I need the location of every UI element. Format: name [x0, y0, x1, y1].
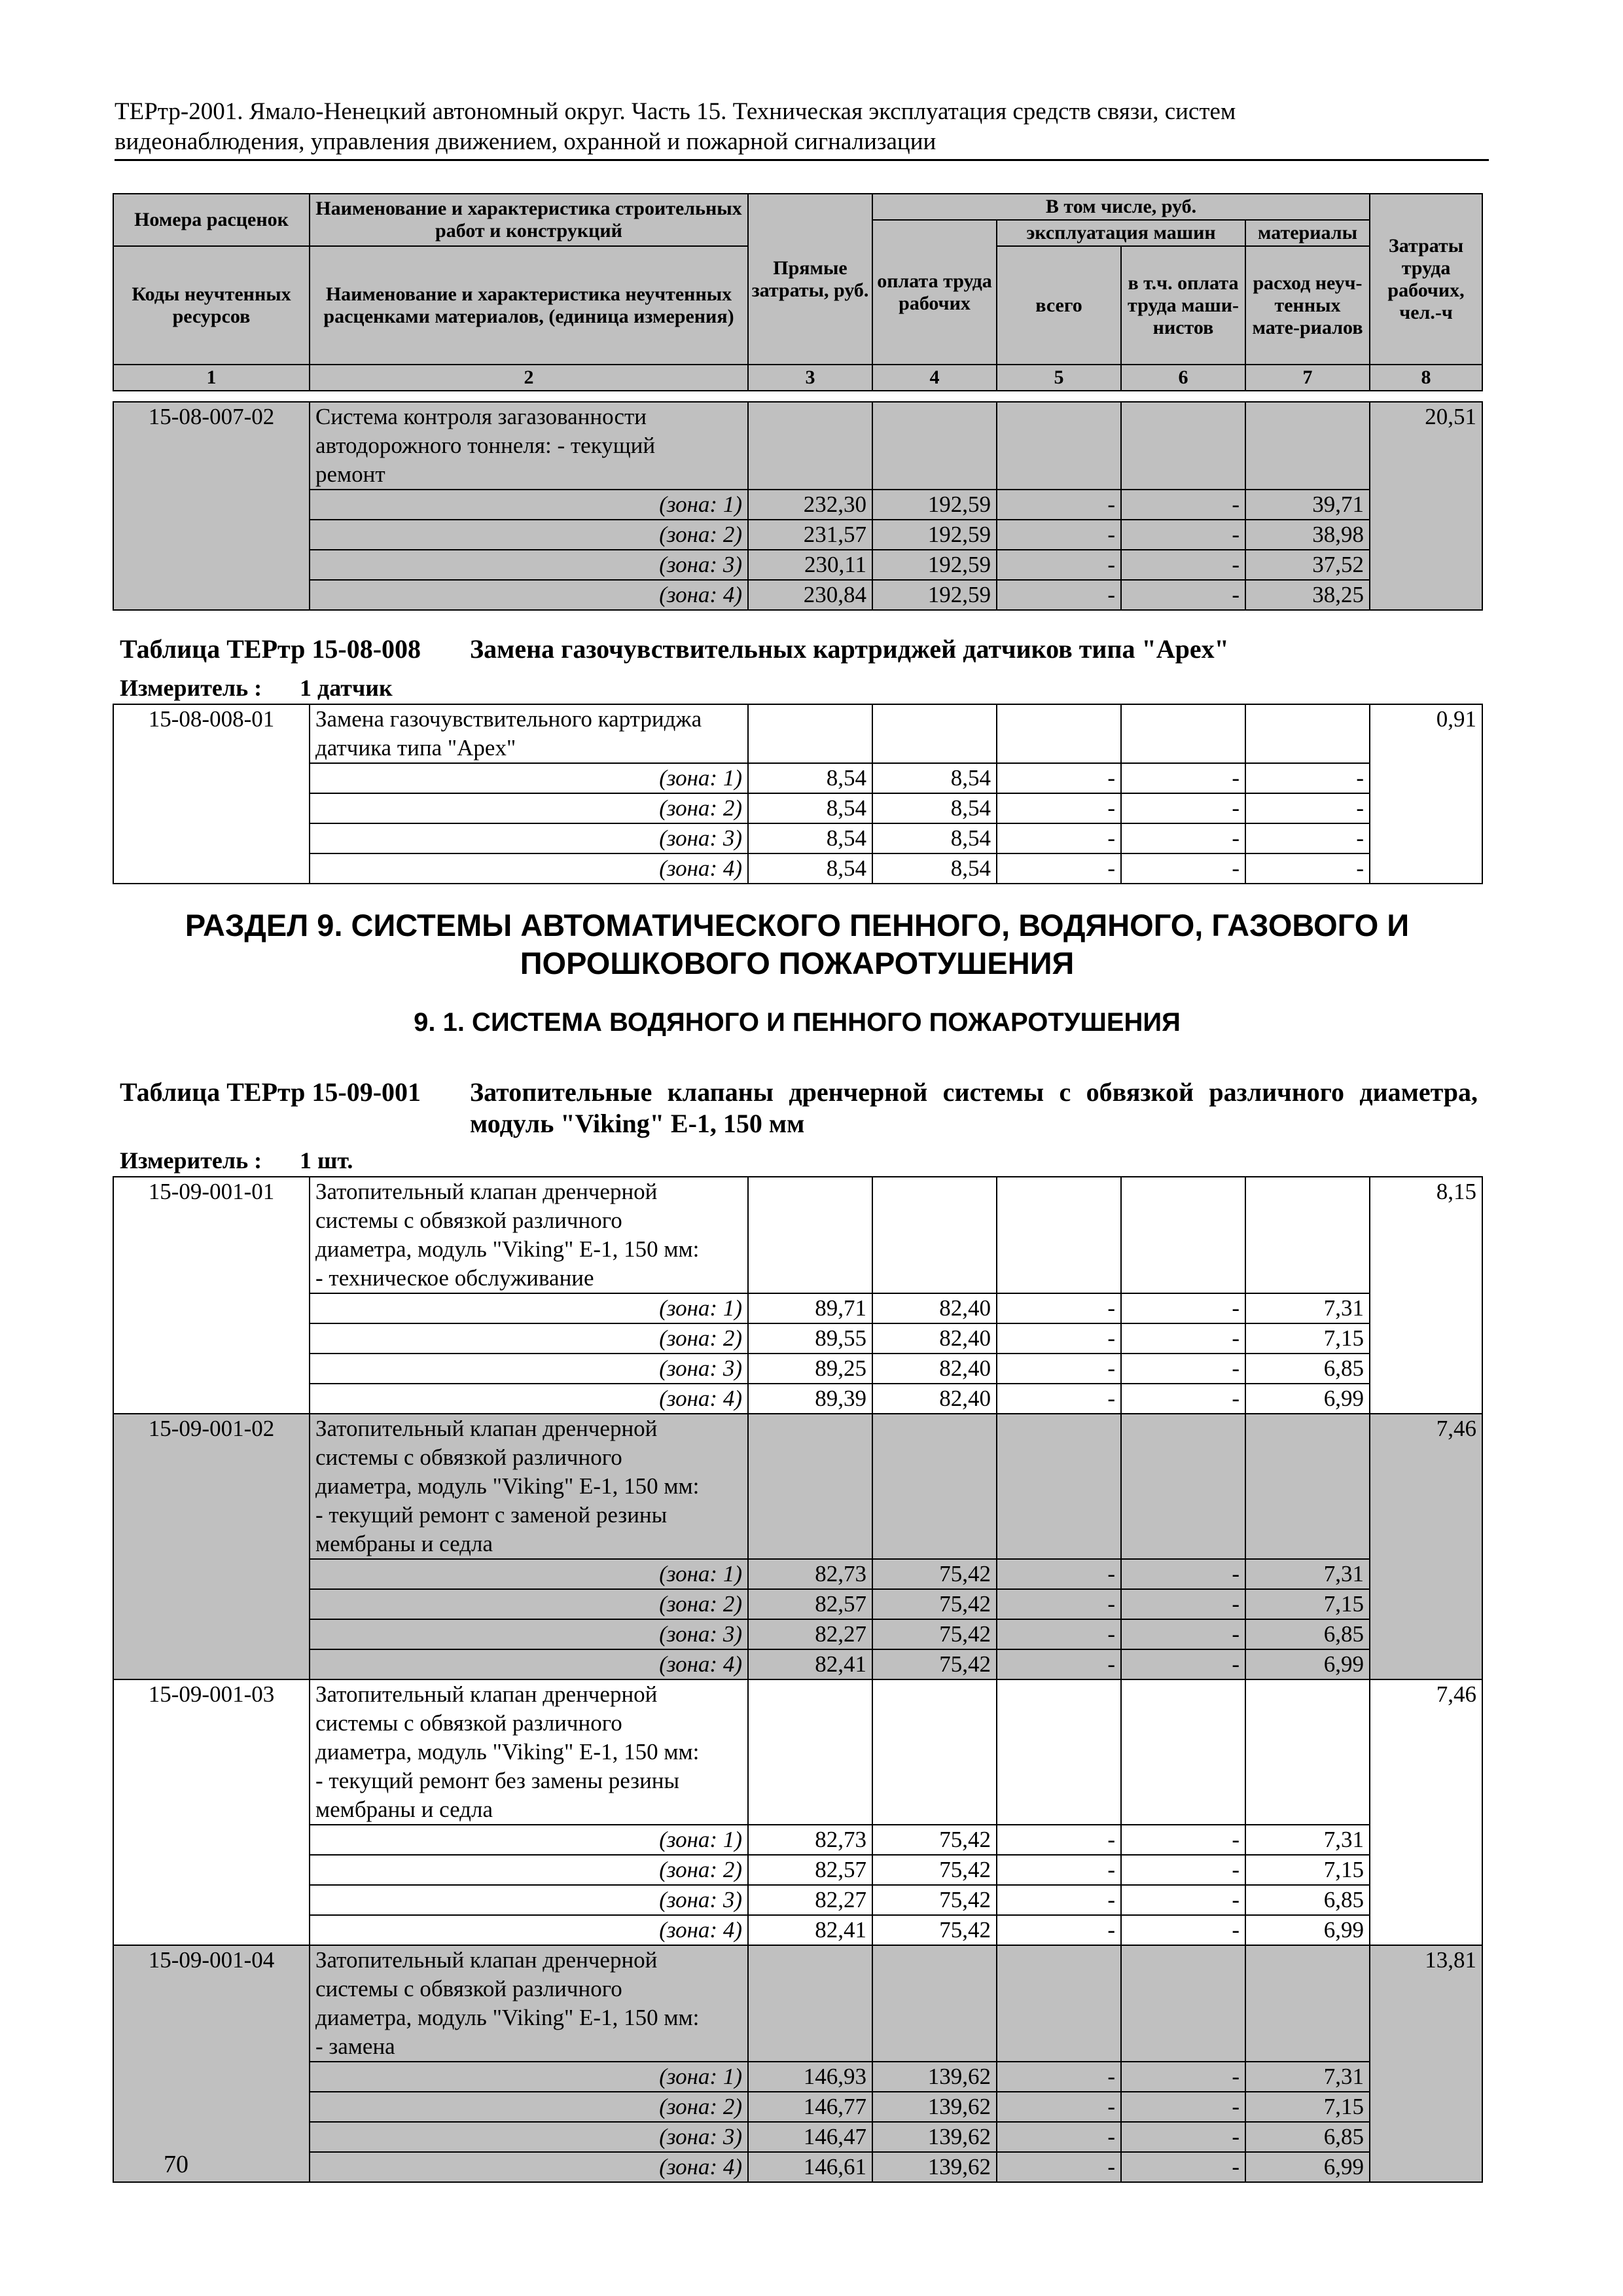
- zone-row: (зона: 3) 82,27 75,42 - - 6,85: [113, 1885, 1482, 1915]
- hdr-material-use: расход неуч-тенных мате-риалов: [1245, 246, 1370, 365]
- zone-row: (зона: 4) 89,39 82,40 - - 6,99: [113, 1384, 1482, 1414]
- hdr-materials: материалы: [1245, 220, 1370, 246]
- rate-block: [113, 704, 1482, 884]
- col-number: 7: [1245, 365, 1370, 391]
- header-rule: [115, 159, 1489, 161]
- labor-hours: 7,46: [1370, 1679, 1482, 1945]
- zone-row: (зона: 3) 230,11 192,59 - - 37,52: [113, 550, 1482, 580]
- zone-row: (зона: 2) 8,54 8,54 - - -: [113, 793, 1482, 823]
- rate-description: Затопительный клапан дренчерной системы с обвязкой различного диаметра, модуль "Viking" Е-1, 150 мм: - замена: [310, 1945, 748, 2062]
- measure-value: 1 датчик: [300, 675, 393, 701]
- rate-table-15-08-008: [113, 704, 1483, 884]
- zone-row: (зона: 4) 82,41 75,42 - - 6,99: [113, 1915, 1482, 1945]
- header-line-2: видеонаблюдения, управления движением, охранной и пожарной сигнализации: [115, 128, 936, 155]
- col-number: 3: [748, 365, 872, 391]
- header-line-1: ТЕРтр-2001. Ямало-Ненецкий автономный округ. Часть 15. Техническая эксплуатация средств связи, систем: [115, 98, 1236, 125]
- hdr-machines-total: всего: [997, 246, 1121, 365]
- hdr-including: В том числе, руб.: [872, 194, 1370, 220]
- rate-code: 15-09-001-03: [113, 1679, 310, 1945]
- measure-unit: [120, 674, 393, 702]
- labor-hours: 13,81: [1370, 1945, 1482, 2182]
- col-number: 6: [1121, 365, 1245, 391]
- col-number: 5: [997, 365, 1121, 391]
- col-number: 2: [310, 365, 748, 391]
- rate-description: Затопительный клапан дренчерной системы с обвязкой различного диаметра, модуль "Viking" Е-1, 150 мм: - техническое обслуживание: [310, 1177, 748, 1293]
- rate-block: [113, 1945, 1482, 2182]
- rate-description: Система контроля загазованности автодорожного тоннеля: - текущий ремонт: [310, 402, 748, 490]
- measure-label: Измеритель :: [120, 1147, 262, 1174]
- rate-code: 15-09-001-02: [113, 1414, 310, 1679]
- rate-block: [113, 1679, 1482, 1945]
- zone-row: (зона: 1) 89,71 82,40 - - 7,31: [113, 1293, 1482, 1323]
- rate-table-15-08-007: [113, 401, 1483, 611]
- page-number: 70: [164, 2151, 188, 2178]
- rate-description: Затопительный клапан дренчерной системы с обвязкой различного диаметра, модуль "Viking" Е-1, 150 мм: - текущий ремонт с заменой резины мембраны и седла: [310, 1414, 748, 1559]
- zone-row: (зона: 4) 146,61 139,62 - - 6,99: [113, 2152, 1482, 2182]
- zone-row: (зона: 1) 8,54 8,54 - - -: [113, 763, 1482, 793]
- labor-hours: 20,51: [1370, 402, 1482, 610]
- table-caption-15-08-008: [120, 634, 1481, 665]
- zone-row: (зона: 1) 146,93 139,62 - - 7,31: [113, 2062, 1482, 2092]
- rate-description: Затопительный клапан дренчерной системы с обвязкой различного диаметра, модуль "Viking" Е-1, 150 мм: - текущий ремонт без замены резины мембраны и седла: [310, 1679, 748, 1825]
- labor-hours: 7,46: [1370, 1414, 1482, 1679]
- hdr-work-name: Наименование и характеристика строительных работ и конструкций: [310, 194, 748, 246]
- table-caption-15-09-001: [120, 1077, 1481, 1139]
- hdr-worker-pay: оплата труда рабочих: [872, 220, 997, 365]
- zone-row: (зона: 4) 8,54 8,54 - - -: [113, 853, 1482, 884]
- zone-row: (зона: 4) 82,41 75,42 - - 6,99: [113, 1649, 1482, 1679]
- zone-row: (зона: 1) 82,73 75,42 - - 7,31: [113, 1825, 1482, 1855]
- zone-row: (зона: 1) 82,73 75,42 - - 7,31: [113, 1559, 1482, 1589]
- labor-hours: 0,91: [1370, 704, 1482, 884]
- col-number: 1: [113, 365, 310, 391]
- hdr-machine-operation: эксплуатация машин: [997, 220, 1245, 246]
- hdr-labor-hours: Затраты труда рабочих, чел.-ч: [1370, 194, 1482, 365]
- zone-row: (зона: 3) 82,27 75,42 - - 6,85: [113, 1619, 1482, 1649]
- zone-row: (зона: 2) 82,57 75,42 - - 7,15: [113, 1855, 1482, 1885]
- measure-unit: [120, 1147, 353, 1174]
- col-number: 8: [1370, 365, 1482, 391]
- rate-block: [113, 1414, 1482, 1679]
- rate-code: 15-09-001-01: [113, 1177, 310, 1414]
- table-number: Таблица ТЕРтр 15-08-008: [120, 634, 421, 664]
- measure-label: Измеритель :: [120, 675, 262, 701]
- zone-row: (зона: 3) 89,25 82,40 - - 6,85: [113, 1354, 1482, 1384]
- measure-value: 1 шт.: [300, 1147, 353, 1174]
- table-title: Замена газочувствительных картриджей датчиков типа "Apex": [470, 634, 1229, 664]
- rate-block: [113, 402, 1482, 610]
- zone-row: (зона: 2) 89,55 82,40 - - 7,15: [113, 1323, 1482, 1354]
- rate-block: [113, 1177, 1482, 1414]
- column-header-table: [113, 193, 1483, 391]
- rate-code: 15-08-008-01: [113, 704, 310, 884]
- hdr-resource-codes: Коды неучтенных ресурсов: [113, 246, 310, 365]
- table-number: Таблица ТЕРтр 15-09-001: [120, 1077, 421, 1107]
- zone-row: (зона: 2) 82,57 75,42 - - 7,15: [113, 1589, 1482, 1619]
- zone-row: (зона: 3) 146,47 139,62 - - 6,85: [113, 2122, 1482, 2152]
- running-header: [115, 97, 1476, 157]
- hdr-direct-costs: Прямые затраты, руб.: [748, 194, 872, 365]
- rate-code: 15-08-007-02: [113, 402, 310, 610]
- table-title: Затопительные клапаны дренчерной системы с обвязкой различного диаметра, модуль "Viking" Е-1, 150 мм: [470, 1077, 1478, 1138]
- rate-code: 15-09-001-04: [113, 1945, 310, 2182]
- zone-row: (зона: 4) 230,84 192,59 - - 38,25: [113, 580, 1482, 610]
- zone-row: (зона: 3) 8,54 8,54 - - -: [113, 823, 1482, 853]
- col-number: 4: [872, 365, 997, 391]
- hdr-rate-numbers: Номера расценок: [113, 194, 310, 246]
- subsection-title: 9. 1. СИСТЕМА ВОДЯНОГО И ПЕННОГО ПОЖАРОТУШЕНИЯ: [414, 1008, 1181, 1037]
- section-title: РАЗДЕЛ 9. СИСТЕМЫ АВТОМАТИЧЕСКОГО ПЕННОГО, ВОДЯНОГО, ГАЗОВОГО И ПОРОШКОВОГО ПОЖАРОТУШЕНИЯ: [185, 908, 1410, 980]
- hdr-material-names: Наименование и характеристика неучтенных расценками материалов, (единица измерения): [310, 246, 748, 365]
- rate-description: Замена газочувствительного картриджа датчика типа "Apex": [310, 704, 748, 763]
- zone-row: (зона: 1) 232,30 192,59 - - 39,71: [113, 490, 1482, 520]
- rate-table-15-09-001: [113, 1176, 1483, 2183]
- zone-row: (зона: 2) 231,57 192,59 - - 38,98: [113, 520, 1482, 550]
- labor-hours: 8,15: [1370, 1177, 1482, 1414]
- hdr-machinist-pay: в т.ч. оплата труда маши-нистов: [1121, 246, 1245, 365]
- zone-row: (зона: 2) 146,77 139,62 - - 7,15: [113, 2092, 1482, 2122]
